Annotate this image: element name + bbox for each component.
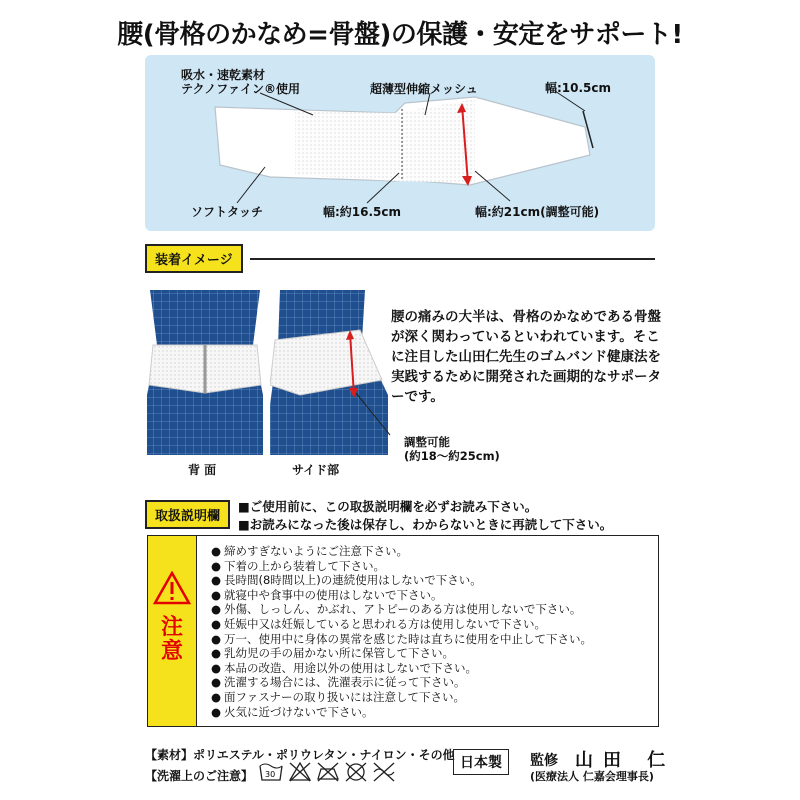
no-dryclean-icon (346, 763, 366, 781)
bullet-icon: ● (211, 587, 222, 602)
caution-sidebar (148, 536, 197, 726)
product-panel (145, 55, 655, 231)
warning-triangle-icon (153, 571, 191, 605)
caution-item (211, 705, 592, 720)
caution-item (211, 573, 592, 588)
center-width-label: 幅:約16.5cm (323, 205, 402, 219)
bullet-icon: ● (211, 660, 222, 675)
caution-item (211, 661, 592, 676)
caution-item (211, 544, 592, 559)
supervisor-name: 山田 仁 (575, 750, 676, 771)
caution-item-text: 乳幼児の手の届かない所に保管して下さい。 (224, 646, 454, 661)
caution-item-text: 妊娠中又は妊娠していると思われる方は使用しないで下さい。 (224, 616, 546, 631)
material-label-2: テクノファイン®使用 (181, 82, 301, 96)
caution-box (147, 535, 659, 727)
side-width-label: 幅:約21cm(調整可能) (475, 205, 600, 219)
caution-title-2: 意 (160, 639, 183, 664)
bullet-icon: ● (211, 573, 222, 588)
caution-item (211, 690, 592, 705)
supervisor-org: (医療法人 仁嘉会理事長) (530, 770, 654, 783)
caution-title (154, 616, 190, 664)
caution-item (211, 646, 592, 661)
caution-item (211, 559, 592, 574)
caution-item-text: 万一、使用中に身体の異常を感じた時は直ちに使用を中止して下さい。 (224, 631, 592, 646)
fitting-section-badge: 装着イメージ (145, 244, 243, 273)
caution-item (211, 588, 592, 603)
no-iron-icon (318, 763, 338, 781)
bullet-icon: ● (211, 646, 222, 661)
caution-item (211, 675, 592, 690)
material-info: 【素材】ポリエステル・ポリウレタン・ナイロン・その他 (145, 748, 455, 762)
caution-item-text: 本品の改造、用途以外の使用はしないで下さい。 (224, 660, 477, 675)
adjust-label-2: (約18〜約25cm) (404, 449, 500, 463)
side-view-illustration (270, 285, 395, 460)
wash-tub-icon (260, 764, 282, 780)
caution-item-text: 締めすぎないようにご注意下さい。 (224, 544, 408, 558)
bullet-icon: ● (211, 689, 222, 704)
back-view-caption: 背 面 (188, 463, 217, 477)
caution-item-text: 面ファスナーの取り扱いには注意して下さい。 (224, 689, 466, 704)
wash-temp-text: 30 (265, 770, 276, 779)
caution-item-text: 下着の上から装着して下さい。 (224, 558, 385, 573)
fitting-section-rule (250, 258, 655, 260)
no-bleach-icon (290, 763, 310, 781)
soft-touch-label: ソフトタッチ (191, 205, 264, 219)
bullet-icon: ● (211, 704, 222, 719)
handling-section-badge: 取扱説明欄 (145, 500, 230, 529)
caution-item (211, 632, 592, 647)
bullet-icon: ● (211, 602, 222, 617)
caution-item (211, 602, 592, 617)
back-view-illustration (145, 285, 265, 460)
caution-list (211, 544, 592, 719)
no-wring-icon (374, 763, 394, 781)
caution-item-text: 就寝中や食事中の使用はしないで下さい。 (224, 587, 443, 602)
caution-title-1: 注 (160, 615, 183, 640)
bullet-icon: ● (211, 558, 222, 573)
handling-note-2: ■お読みになった後は保存し、わからないときに再読して下さい。 (238, 517, 613, 532)
bullet-icon: ● (211, 544, 222, 558)
laundry-label: 【洗濯上のご注意】 (145, 769, 254, 783)
mesh-label: 超薄型伸縮メッシュ (370, 82, 478, 96)
supervisor-label: 監修 (530, 753, 558, 769)
end-width-label: 幅:10.5cm (545, 81, 612, 95)
handling-note-1: ■ご使用前に、この取扱説明欄を必ずお読み下さい。 (238, 499, 538, 514)
side-view-caption: サイド部 (292, 463, 340, 477)
laundry-symbols (258, 760, 408, 782)
page-headline: 腰(骨格のかなめ=骨盤)の保護・安定をサポート! (117, 20, 683, 50)
adjust-label-1: 調整可能 (404, 435, 450, 449)
made-in-japan-box: 日本製 (453, 749, 509, 775)
caution-item-text: 長時間(8時間以上)の連続使用はしないで下さい。 (224, 573, 482, 588)
caution-item-text: 洗濯する場合には、洗濯表示に従って下さい。 (224, 675, 466, 690)
fitting-description: 腰の痛みの大半は、骨格のかなめである骨盤が深く関わっているといわれています。そこに注目した山田仁先生のゴムバンド健康法を実践するために開発された画期的なサポーターです。 (391, 309, 661, 405)
bullet-icon: ● (211, 616, 222, 631)
bullet-icon: ● (211, 631, 222, 646)
bullet-icon: ● (211, 675, 222, 690)
caution-item-text: 火気に近づけないで下さい。 (224, 704, 374, 719)
material-label-1: 吸水・速乾素材 (181, 68, 266, 82)
caution-item-text: 外傷、しっしん、かぶれ、アトピーのある方は使用しないで下さい。 (224, 602, 582, 617)
caution-item (211, 617, 592, 632)
